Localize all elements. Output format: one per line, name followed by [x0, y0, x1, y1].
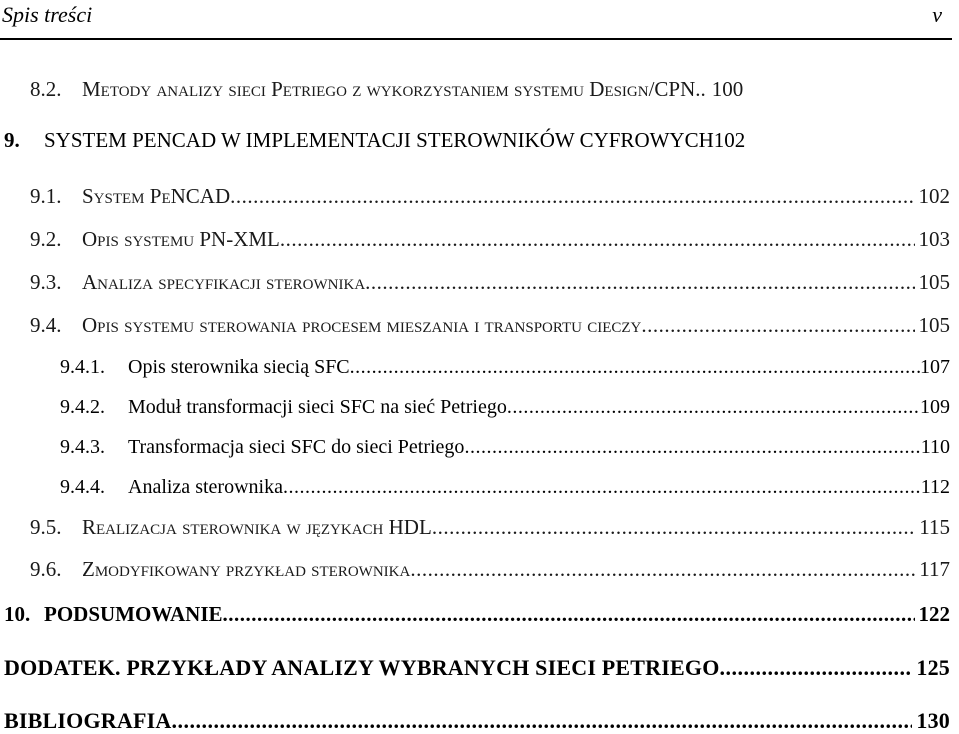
toc-number: 9. [4, 128, 20, 152]
toc-number: 9.4.3. [60, 436, 105, 458]
toc-dots [283, 476, 921, 499]
toc-page: 130 [916, 708, 950, 733]
toc-dots: .. [695, 77, 706, 101]
toc-number: 9.4.1. [60, 356, 105, 378]
toc-title: SYSTEM PENCAD W IMPLEMENTACJI STEROWNIKÓW CYFROWYCH [44, 128, 714, 152]
toc-page: 109 [920, 396, 950, 418]
toc-dots [350, 356, 920, 379]
toc-page: 117 [919, 557, 950, 581]
toc-title: Opis sterownika siecią SFC [128, 356, 350, 378]
toc-number: 9.4.4. [60, 476, 105, 498]
running-head-title: Spis treści [2, 2, 93, 27]
toc-title: Opis systemu sterowania procesem mieszania i transportu cieczy [82, 313, 642, 337]
toc-entry-appendix[interactable] [4, 655, 950, 681]
toc-dots [223, 602, 915, 627]
toc-page: 103 [918, 227, 950, 251]
toc-entry-9-1[interactable] [30, 184, 950, 209]
toc-page: 122 [918, 602, 950, 626]
toc-title: Transformacja sieci SFC do sieci Petriego [128, 436, 465, 458]
toc-number: 9.2. [30, 227, 62, 251]
toc-title: PODSUMOWANIE [44, 602, 223, 626]
toc-dots [365, 270, 914, 295]
toc-title: Analiza specyfikacji sterownika [82, 270, 366, 294]
toc-entry-8-2[interactable] [30, 77, 950, 102]
toc-page: 100 [711, 77, 744, 101]
toc-page: 105 [918, 313, 950, 337]
toc-title: System PeNCAD [82, 184, 231, 208]
toc-entry-9-3[interactable] [30, 270, 950, 295]
toc-dots [720, 655, 913, 681]
toc-title: Realizacja sterownika w językach HDL [82, 515, 432, 539]
toc-number: 9.3. [30, 270, 62, 294]
toc-number: 9.4.2. [60, 396, 105, 418]
toc-page: 110 [920, 436, 950, 458]
toc-dots [464, 436, 920, 459]
toc-entry-9-4-1[interactable] [60, 356, 950, 379]
toc-entry-9-4-4[interactable] [60, 476, 950, 499]
toc-page: 107 [920, 356, 950, 378]
toc-number: 9.5. [30, 515, 62, 539]
toc-title: Moduł transformacji sieci SFC na sieć Petriego [128, 396, 507, 418]
toc-page: 112 [920, 476, 950, 498]
toc-page: 125 [916, 655, 950, 680]
toc-dots [230, 184, 914, 209]
toc-entry-9-4[interactable] [30, 313, 950, 338]
toc-title: DODATEK. PRZYKŁADY ANALIZY WYBRANYCH SIECI PETRIEGO [4, 655, 720, 680]
toc-page: 102 [713, 128, 746, 152]
toc-title: Metody analizy sieci Petriego z wykorzystaniem systemu Design/CPN [82, 77, 696, 101]
toc-entry-bibliography[interactable] [4, 708, 950, 734]
toc-title: BIBLIOGRAFIA [4, 708, 172, 733]
toc-number: 8.2. [30, 77, 62, 101]
toc-page: 115 [919, 515, 950, 539]
toc-entry-9-5[interactable] [30, 515, 950, 540]
toc-dots [280, 227, 915, 252]
running-head-page-number: v [932, 2, 942, 27]
toc-number: 9.4. [30, 313, 62, 337]
toc-entry-9-2[interactable] [30, 227, 950, 252]
toc-entry-10[interactable] [4, 602, 950, 627]
toc-number: 9.6. [30, 557, 62, 581]
toc-dots [432, 515, 915, 540]
toc-entry-9-4-2[interactable] [60, 396, 950, 419]
toc-entry-9[interactable] [4, 128, 950, 153]
toc-number: 10. [4, 602, 31, 626]
toc-dots [410, 557, 915, 582]
toc-title: Zmodyfikowany przykład sterownika [82, 557, 411, 581]
toc-dots [641, 313, 914, 338]
toc-entry-9-4-3[interactable] [60, 436, 950, 459]
page-header [0, 0, 952, 40]
toc-dots [171, 708, 912, 734]
toc-title: Analiza sterownika [128, 476, 283, 498]
toc-title: Opis systemu PN-XML [82, 227, 280, 251]
toc-dots [507, 396, 920, 419]
toc-entry-9-6[interactable] [30, 557, 950, 582]
toc-page: 105 [918, 270, 950, 294]
toc-page: 102 [918, 184, 950, 208]
toc-number: 9.1. [30, 184, 62, 208]
